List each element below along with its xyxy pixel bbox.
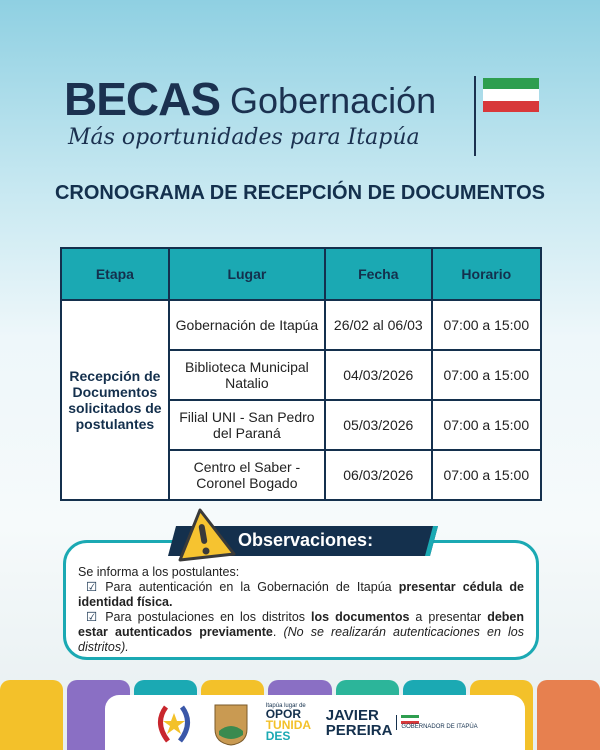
opor-small: Itapúa lugar de [265,703,306,709]
governor-logo [326,708,478,738]
obs-text: . [272,625,284,639]
obs-item-2 [78,610,524,655]
check-circle-icon: ☑ [86,580,98,594]
header-lugar: Lugar [169,248,325,300]
paraguay-seal-icon [152,701,196,745]
itapua-shield-icon [211,699,251,747]
header-fecha: Fecha [325,248,432,300]
itapua-flag-icon [483,78,539,112]
becas-logo [64,72,436,126]
etapa-cell: Recepción de Documentos solicitados de postulantes [61,300,169,500]
obs-bold: los documentos [311,610,410,624]
opor-2: TUNIDA [265,718,312,732]
name-1: JAVIER [325,706,379,724]
obs-italic: (No se realizarán autenticaciones en los distritos). [78,625,524,654]
check-circle-icon: ☑ [86,610,98,624]
header-horario: Horario [432,248,541,300]
obs-intro: Se informa a los postulantes: [78,565,240,579]
observaciones-box [63,540,539,660]
horario-cell: 07:00 a 15:00 [432,450,541,500]
footer-logos [105,695,525,750]
horario-cell: 07:00 a 15:00 [432,300,541,350]
divider [474,76,476,156]
role: GOBERNADOR DE ITAPÚA [401,724,478,730]
obs-text: Para postulaciones en los distritos [105,610,312,624]
lugar-cell: Gobernación de Itapúa [169,300,325,350]
obs-item-1 [78,580,524,610]
header-etapa: Etapa [61,248,169,300]
name-2: PEREIRA [325,721,393,739]
lugar-cell: Centro el Saber - Coronel Bogado [169,450,325,500]
page-title: CRONOGRAMA DE RECEPCIÓN DE DOCUMENTOS [54,182,546,204]
brand-sub: Gobernación [230,80,437,121]
obs-bold: presentar cédula de identidad física. [78,580,524,609]
flag-icon [401,715,419,724]
opor-3: DES [265,729,291,743]
horario-cell: 07:00 a 15:00 [432,400,541,450]
brand: BECAS [64,73,221,125]
warning-icon [176,508,236,562]
fecha-cell: 26/02 al 06/03 [325,300,432,350]
lugar-cell: Filial UNI - San Pedro del Paraná [169,400,325,450]
table-row [61,300,541,350]
fecha-cell: 05/03/2026 [325,400,432,450]
lugar-cell: Biblioteca Municipal Natalio [169,350,325,400]
obs-text: a presentar [409,610,488,624]
schedule-table [60,247,542,501]
obs-bold: deben estar autenticados previamente [78,610,524,639]
observaciones-title: Observaciones: [238,530,374,550]
obs-text: Para autenticación en la Gobernación de Itapúa [105,580,399,594]
tagline: Más oportunidades para Itapúa [68,125,420,150]
opor-1: OPOR [265,707,302,721]
fecha-cell: 04/03/2026 [325,350,432,400]
fecha-cell: 06/03/2026 [325,450,432,500]
oportunidades-logo [266,703,311,742]
horario-cell: 07:00 a 15:00 [432,350,541,400]
